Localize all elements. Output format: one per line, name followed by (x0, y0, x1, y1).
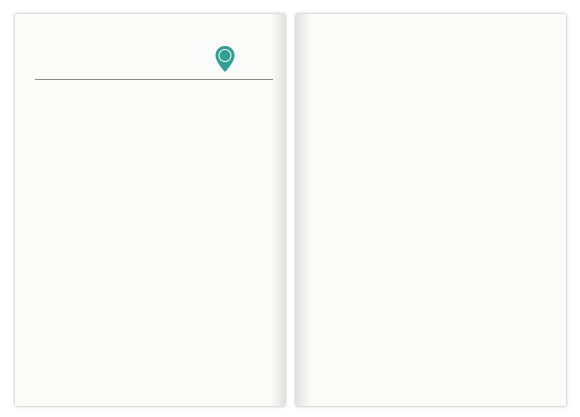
map-pin-icon (215, 46, 235, 72)
page-fold-shadow (296, 14, 310, 406)
right-page (296, 14, 566, 406)
part-badge (215, 46, 235, 72)
title-divider (35, 79, 273, 80)
page-fold-shadow (271, 14, 285, 406)
left-page (15, 14, 285, 406)
